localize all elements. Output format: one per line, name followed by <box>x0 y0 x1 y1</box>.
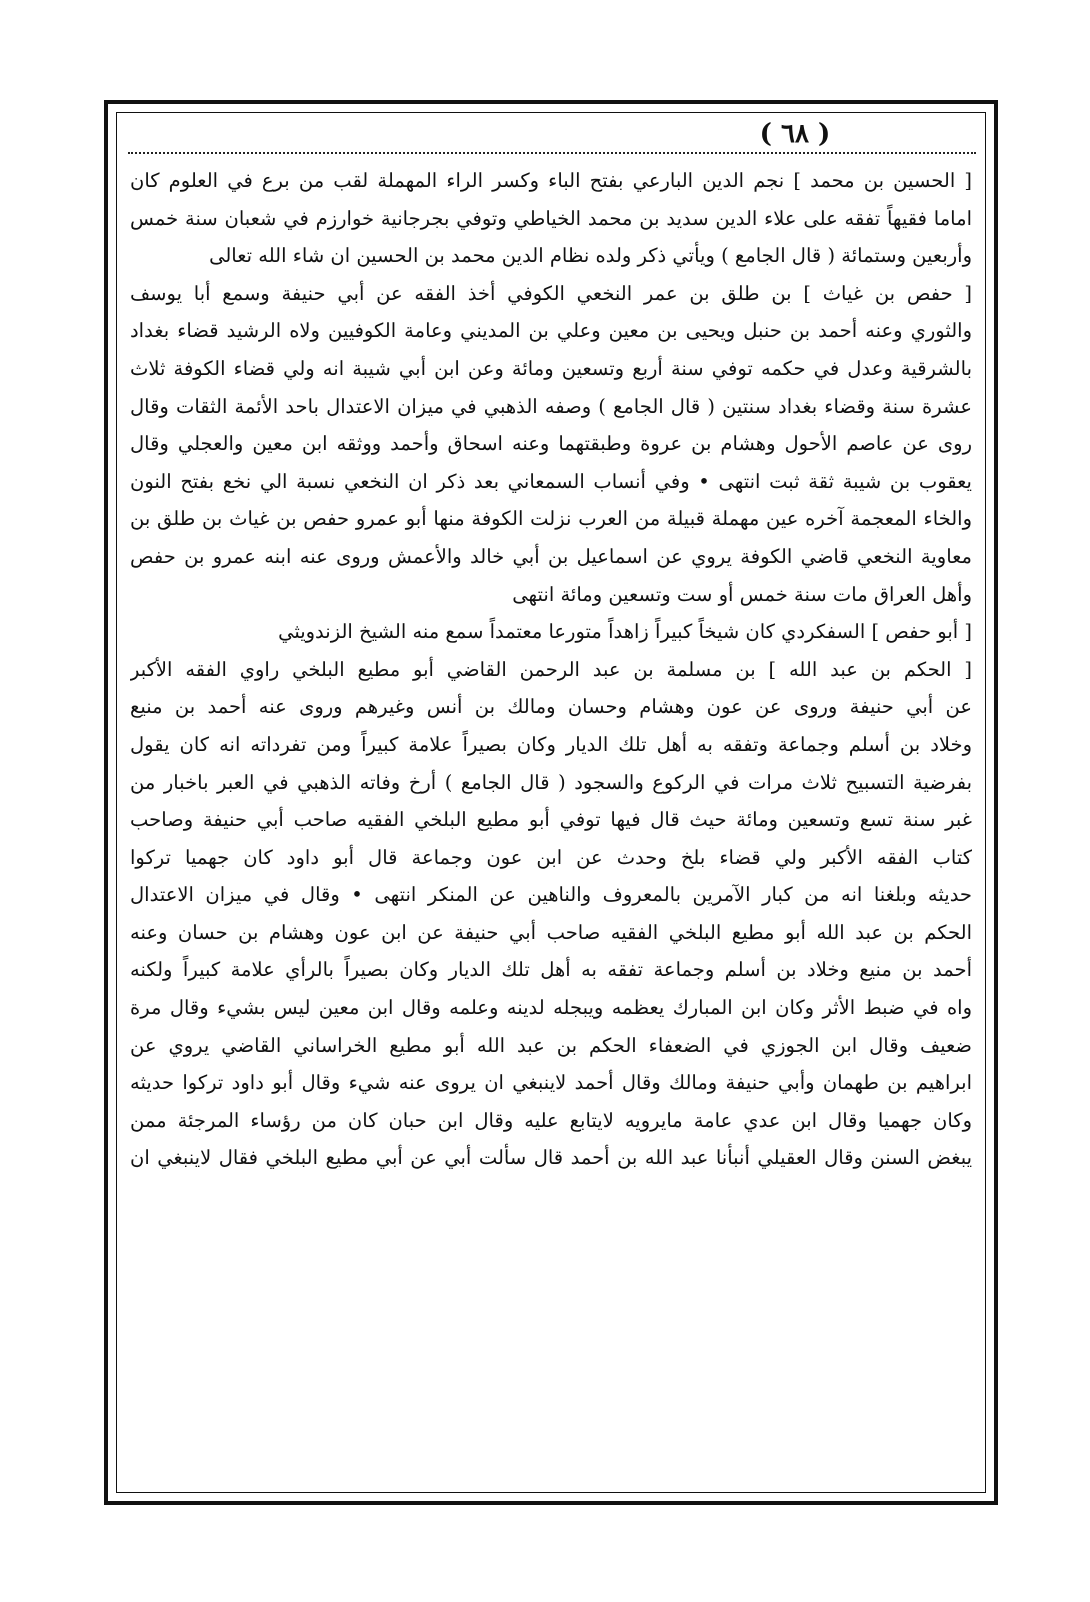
text-line: وخلاد بن أسلم وجماعة وتفقه به أهل تلك الديار وكان بصيراً علامة كبيراً ومن تفرداته انه كان يقول <box>130 732 972 756</box>
page-text <box>130 162 972 1482</box>
text-line: وكان جهميا وقال ابن عدي عامة مايرويه لايتابع عليه وقال ابن حبان كان من رؤساء المرجئة ممن <box>130 1108 972 1132</box>
text-line: ابراهيم بن طهمان وأبي حنيفة ومالك وقال أحمد لاينبغي ان يروى عنه شيء وقال أبو داود تركوا حديثه <box>130 1071 972 1095</box>
text-line: واه في ضبط الأثر وكان ابن المبارك يعظمه ويبجله لدينه وعلمه وقال ابن معين ليس بشيء وقال مرة <box>130 996 972 1020</box>
text-line: روى عن عاصم الأحول وهشام بن عروة وطبقتهما وعنه اسحاق وأحمد ووثقه ابن معين والعجلي وقال <box>130 432 972 456</box>
text-line: بفرضية التسبيح ثلاث مرات في الركوع والسجود ( قال الجامع ) أرخ وفاته الذهبي في العبر باخبار من <box>130 770 972 794</box>
text-line: أحمد بن منيع وخلاد بن أسلم وجماعة تفقه به أهل تلك الديار وكان بصيراً بالرأي علامة كبيراً ولكنه <box>130 958 972 982</box>
text-line: [ حفص بن غياث ] بن طلق بن عمر النخعي الكوفي أخذ الفقه عن أبي حنيفة وسمع أبا يوسف <box>130 281 972 305</box>
text-line: حديثه وبلغنا انه من كبار الآمرين بالمعروف والناهين عن المنكر انتهى • وقال في ميزان الاعتدال <box>130 883 972 907</box>
text-line: [ أبو حفص ] السفكردي كان شيخاً كبيراً زاهداً متورعا معتمداً سمع منه الشيخ الزندويثي <box>278 620 972 644</box>
text-line: يعقوب بن شيبة ثقة ثبت انتهى • وفي أنساب السمعاني بعد ذكر ان النخعي نسبة الي نخع بفتح النون <box>130 469 972 493</box>
header-divider <box>128 152 976 154</box>
text-line: بالشرقية وعدل في حكمه توفي سنة أربع وتسعين ومائة وعن ابن أبي شيبة انه ولي قضاء الكوفة ثلاث <box>130 356 972 380</box>
text-line: اماما فقيهاً تفقه على علاء الدين سديد بن محمد الخياطي وتوفي بجرجانية خوارزم في شعبان سنة خمس <box>130 206 972 230</box>
text-line: [ الحكم بن عبد الله ] بن مسلمة بن عبد الرحمن القاضي أبو مطيع البلخي راوي الفقه الأكبر <box>130 657 972 681</box>
text-line: كتاب الفقه الأكبر ولي قضاء بلخ وحدث عن ابن عون وجماعة قال أبو داود كان جهميا تركوا <box>130 845 972 869</box>
text-line: والثوري وعنه أحمد بن حنبل ويحيى بن معين وعلي بن المديني وعامة الكوفيين ولاه الرشيد قضاء بغداد <box>130 319 972 343</box>
text-line: يبغض السنن وقال العقيلي أنبأنا عبد الله بن أحمد قال سألت أبي عن أبي مطيع البلخي فقال لاينبغي ان <box>130 1146 972 1170</box>
text-line: الحكم بن عبد الله أبو مطيع البلخي الفقيه صاحب أبي حنيفة عن ابن عون وهشام بن حسان وعنه <box>130 920 972 944</box>
text-line: معاوية النخعي قاضي الكوفة يروي عن اسماعيل بن أبي خالد والأعمش وروى عنه ابنه عمرو بن حفص <box>130 544 972 568</box>
text-line: عشرة سنة وقضاء بغداد سنتين ( قال الجامع ) وصفه الذهبي في ميزان الاعتدال باحد الأئمة الثقات وقال <box>130 394 972 418</box>
text-line: عن أبي حنيفة وروى عن عون وهشام وحسان ومالك بن أنس وغيرهم وروى عنه أحمد بن منيع <box>130 695 972 719</box>
text-line: والخاء المعجمة آخره عين مهملة قبيلة من العرب نزلت الكوفة منها أبو عمرو حفص بن غياث بن طلق بن <box>130 507 972 531</box>
text-line: غبر سنة تسع وتسعين ومائة حيث قال فيها توفي أبو مطيع البلخي الفقيه صاحب أبي حنيفة وصاحب <box>130 808 972 832</box>
text-line: ضعيف وقال ابن الجوزي في الضعفاء الحكم بن عبد الله أبو مطيع الخراساني القاضي يروي عن <box>130 1033 972 1057</box>
text-line: وأربعين وستمائة ( قال الجامع ) ويأتي ذكر ولده نظام الدين محمد بن الحسين ان شاء الله تعالى <box>209 244 972 268</box>
text-line: وأهل العراق مات سنة خمس أو ست وتسعين ومائة انتهى <box>512 582 972 606</box>
page-number: ( ٦٨ ) <box>759 119 831 149</box>
text-line: [ الحسين بن محمد ] نجم الدين البارعي بفتح الباء وكسر الراء المهملة لقب من برع في العلوم كان <box>130 169 972 192</box>
